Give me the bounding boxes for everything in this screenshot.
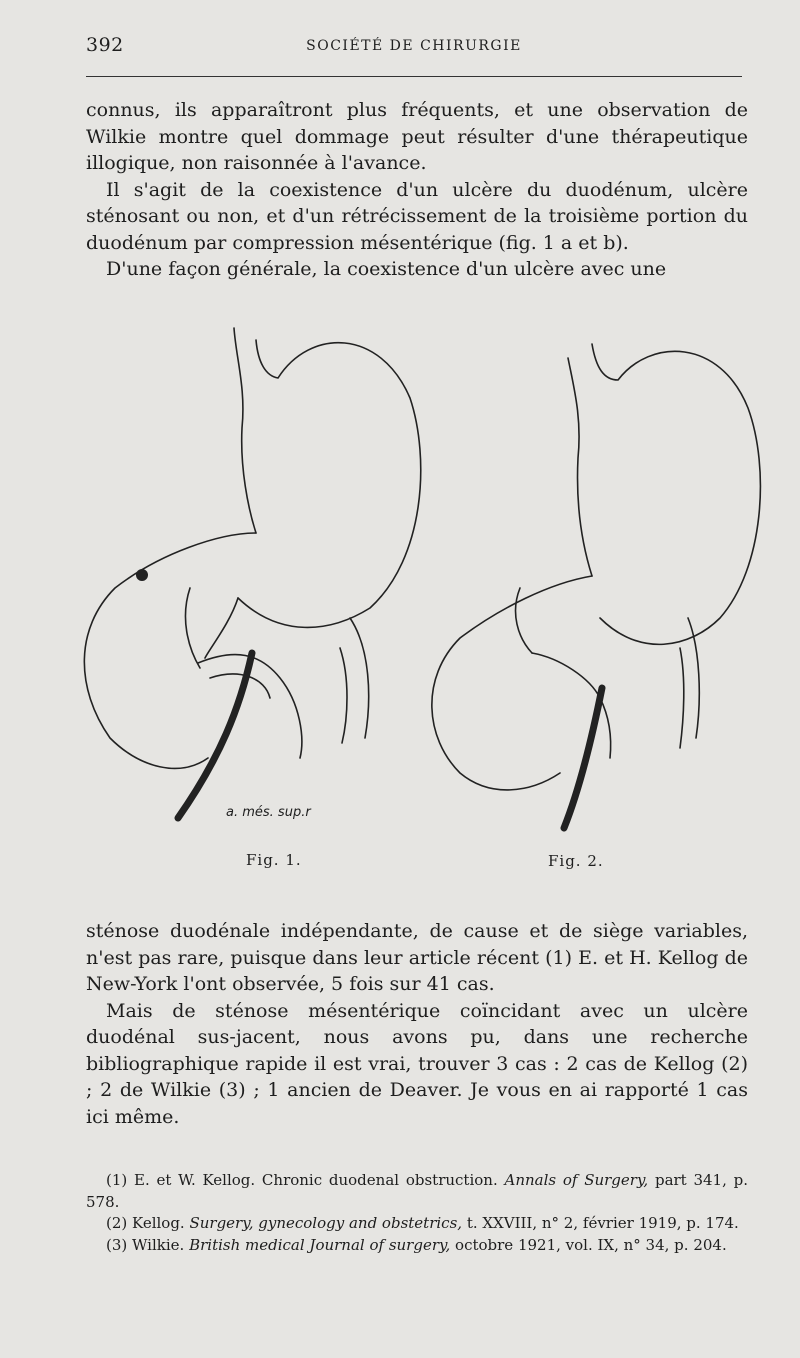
paragraph: Il s'agit de la coexistence d'un ulcère du duodénum, ulcère sténosant ou non, et d'un rétrécissement de la troisième portion du duodénum par compression mésentérique (fig. 1 a et b). bbox=[86, 178, 748, 254]
footnote-1 bbox=[86, 1170, 748, 1213]
artery-label: a. més. sup.r bbox=[226, 805, 311, 820]
footnote-journal: Annals of Surgery, bbox=[504, 1171, 649, 1189]
ulcer-marker bbox=[136, 569, 148, 581]
figure-caption-2: Fig. 2. bbox=[548, 852, 604, 870]
body-text-bottom bbox=[86, 918, 748, 1130]
fig2-artery bbox=[564, 688, 602, 828]
fig1-artery bbox=[178, 653, 252, 818]
figure-caption-1: Fig. 1. bbox=[246, 851, 302, 869]
footnote-2 bbox=[86, 1213, 748, 1235]
footnote-3 bbox=[86, 1235, 748, 1257]
figures-area bbox=[80, 318, 780, 878]
header-rule bbox=[86, 76, 742, 77]
footnote-text: octobre 1921, vol. IX, n° 34, p. 204. bbox=[450, 1235, 727, 1254]
footnote-text: (2) Kellog. bbox=[106, 1214, 190, 1232]
footnote-journal: British medical Journal of surgery, bbox=[189, 1235, 451, 1254]
fig1-stomach-drawing bbox=[84, 328, 420, 768]
footnote-text: (1) E. et W. Kellog. Chronic duodenal obstruction. bbox=[106, 1171, 505, 1189]
footnotes bbox=[86, 1170, 748, 1256]
stomach-illustrations bbox=[80, 318, 780, 878]
page-header bbox=[86, 34, 742, 64]
footnote-text: (3) Wilkie. bbox=[106, 1235, 190, 1254]
running-title: SOCIÉTÉ DE CHIRURGIE bbox=[306, 38, 522, 54]
paragraph: sténose duodénale indépendante, de cause et de siège variables, n'est pas rare, puisque dans leur article récent (1) E. et H. Kellog de New-York l'ont observée, 5 fois sur 41 cas. bbox=[86, 920, 748, 995]
footnote-text: t. XXVIII, n° 2, février 1919, p. 174. bbox=[462, 1214, 739, 1232]
footnote-text: part 341, p. 578. bbox=[86, 1171, 749, 1211]
paragraph: connus, ils apparaîtront plus fréquents, et une observation de Wilkie montre quel dommage peut résulter d'une thérapeutique illogique, non raisonnée à l'avance. bbox=[86, 99, 748, 174]
paragraph: Mais de sténose mésentérique coïncidant avec un ulcère duodénal sus-jacent, nous avons pu, dans une recherche bibliographique rapide il est vrai, trouver 3 cas : 2 cas de Kellog (2) ; 2 de Wilkie (3) ; 1 ancien de Deaver. Je vous en ai rapporté 1 cas ici même. bbox=[86, 999, 748, 1128]
footnote-journal: Surgery, gynecology and obstetrics, bbox=[189, 1214, 463, 1232]
body-text-top bbox=[86, 97, 748, 283]
page-number: 392 bbox=[86, 34, 124, 56]
paragraph: D'une façon générale, la coexistence d'un ulcère avec une bbox=[106, 258, 667, 280]
